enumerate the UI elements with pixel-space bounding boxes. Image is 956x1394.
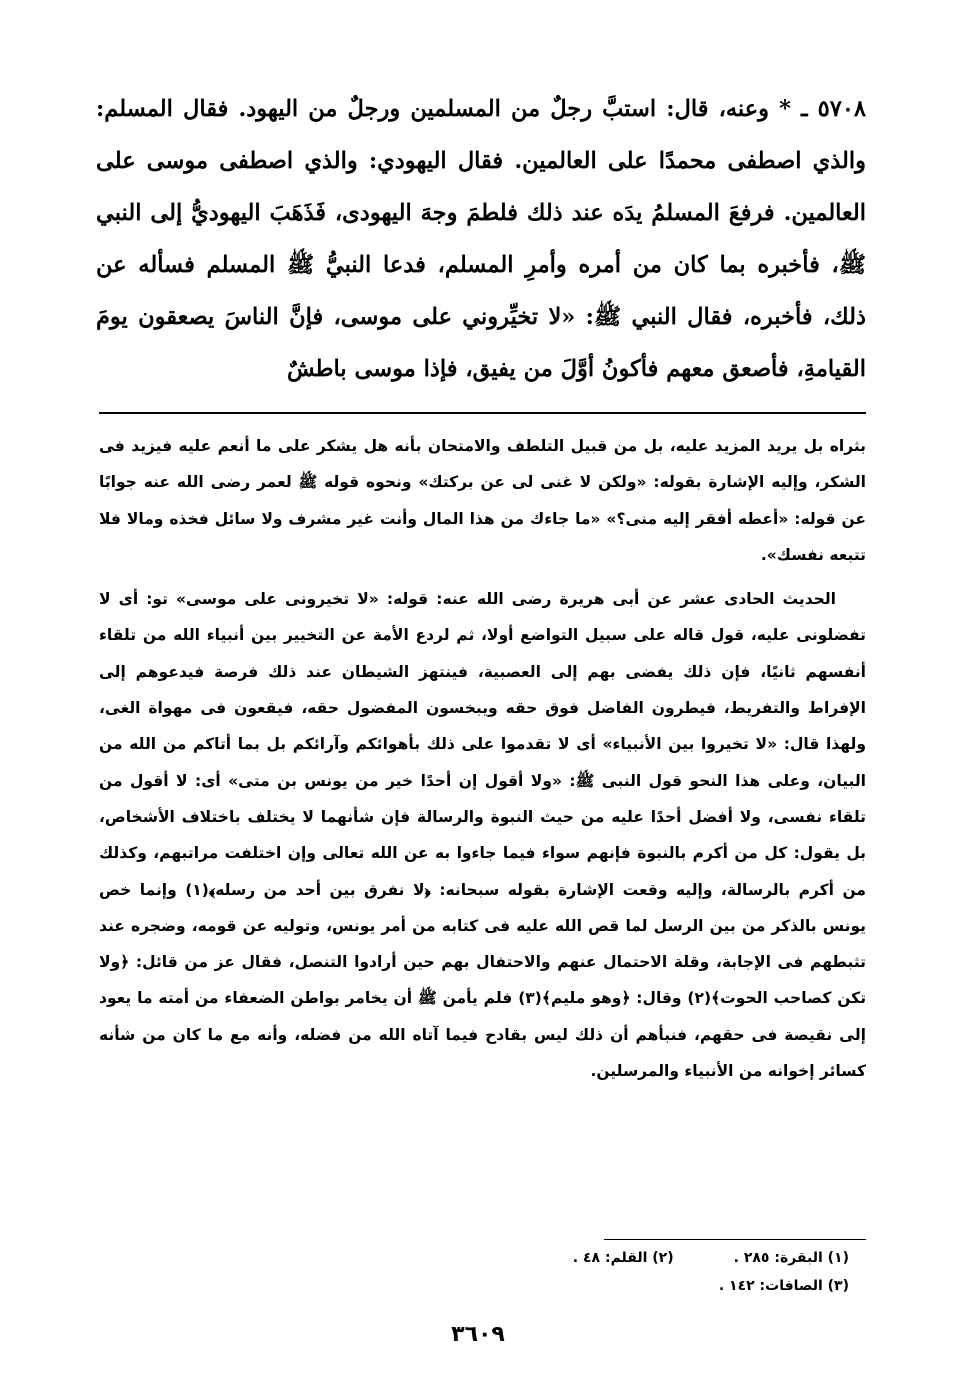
footnote-2: (٢) القلم: ٤٨ . — [572, 1250, 674, 1266]
footnote-divider — [604, 1239, 866, 1240]
commentary-paragraph-2: الحديث الحادى عشر عن أبى هريرة رضى الله عنه: قوله: «لا تخيرونى على موسى» تو: أى لا تفضلونى عليه، قول قاله على سبيل التواضع أولا، ثم لردع الأمة عن التخيير بين أنبياء الله من تلقاء أنفسهم ثانيًا، فإن ذلك يفضى بهم إلى العصبية، فينتهز الشيطان عند ذلك فرصة فيدعوهم إلى الإفراط والتفريط، فيطرون الفاضل فوق حقه ويبخسون المفضول حقه، فيقعون فى مهواة الغى، ولهذا قال: «لا تخيروا بين الأنبياء» أى لا تقدموا على ذلك بأهوائكم وآرائكم بل بما أتاكم من الله من البيان، وعلى هذا النحو قول النبى ﷺ: «ولا أقول إن أحدًا خير من يونس بن متى» أى: لا أقول من تلقاء نفسى، ولا أفضل أحدًا عليه من حيث النبوة والرسالة فإن شأنهما لا يختلف باختلاف الأشخاص، بل يقول: كل من أكرم بالنبوة فإنهم سواء فيما جاءوا به عن الله تعالى وإن اختلفت مراتبهم، وكذلك من أكرم بالرسالة، وإليه وقعت الإشارة بقوله سبحانه: ﴿لا نفرق بين أحد من رسله﴾(١) وإنما خص يونس بالذكر من بين الرسل لما قص الله عليه فى كتابه من أمر يونس، وتوليه عن قومه، وضجره عند تثبطهم فى الإجابة، وقلة الاحتمال عنهم والاحتفال بهم حين أرادوا التنصل، فقال عز من قائل: ﴿ولا تكن كصاحب الحوت﴾(٢) وقال: ﴿وهو مليم﴾(٣) فلم يأمن ﷺ أن يخامر بواطن الضعفاء من أمته ما يعود إلى نقيصة فى حقهم، فنبأهم أن ذلك ليس بقادح فيما آتاه الله من فضله، وأنه مع ما كان من شأنه كسائر إخوانه من الأنبياء والمرسلين. — [99, 590, 867, 1081]
footnotes-block — [349, 1244, 849, 1300]
commentary-block — [99, 428, 866, 1089]
footnotes-row-2 — [349, 1272, 849, 1300]
hadith-text-block — [96, 83, 866, 395]
commentary-paragraph-1: بثراه بل يريد المزيد عليه، بل من قبيل التلطف والامتحان بأنه هل يشكر على ما أنعم عليه فيزيد فى الشكر، وإليه الإشارة بقوله: «ولكن لا غنى لى عن بركتك» ونحوه قوله ﷺ لعمر رضى الله عنه جوابًا عن قوله: «أعطه أفقر إليه منى؟» «ما جاءك من هذا المال وأنت غير مشرف ولا سائل فخذه ومالا فلا تتبعه نفسك». — [99, 437, 866, 564]
section-divider — [99, 412, 866, 414]
footnote-3: (٣) الصافات: ١٤٢ . — [718, 1278, 849, 1294]
page-number: ٣٦٠٩ — [451, 1322, 505, 1347]
hadith-paragraph: ٥٧٠٨ ـ * وعنه، قال: استبَّ رجلٌ من المسلمين ورجلٌ من اليهود. فقال المسلم: والذي اصطفى محمدًا على العالمين. فقال اليهودي: والذي اصطفى موسى على العالمين. فرفعَ المسلمُ يدَه عند ذلك فلطمَ وجهَ اليهودى، فَذَهَبَ اليهوديُّ إلى النبي ﷺ، فأخبره بما كان من أمره وأمرِ المسلم، فدعا النبيُّ ﷺ المسلم فسأله عن ذلك، فأخبره، فقال النبي ﷺ: «لا تخيِّروني على موسى، فإنَّ الناسَ يصعقون يومَ القيامةِ، فأصعق معهم فأكونُ أوَّلَ من يفيق، فإذا موسى باطشٌ — [96, 96, 866, 382]
footnote-1: (١) البقرة: ٢٨٥ . — [733, 1250, 849, 1266]
footnotes-row-1 — [349, 1244, 849, 1272]
